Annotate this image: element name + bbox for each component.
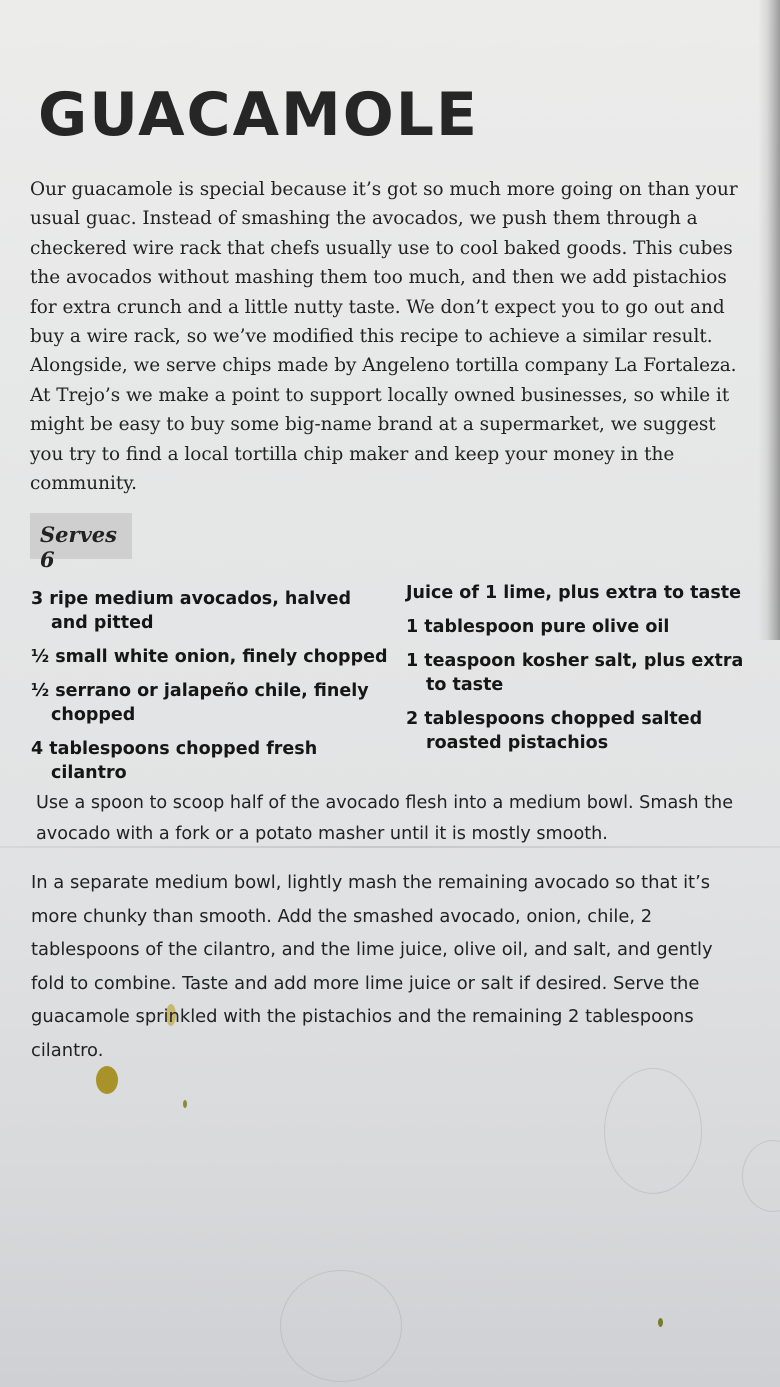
ingredient-item: ½ serrano or jalapeño chile, finely chopped — [31, 681, 369, 725]
instruction-step: In a separate medium bowl, lightly mash the remaining avocado so that it’s more chunky than smooth. Add the smashed avocado, onion, chile, 2 tablespoons of the cilantro, and the lime juice, olive oil, and salt, and gently fold to combine. Taste and add more lime juice or salt if desired. Serve the guacamole sprinkled with the pistachios and the remaining 2 tablespoons cilantro. — [31, 872, 713, 1061]
instruction-step: Use a spoon to scoop half of the avocado flesh into a medium bowl. Smash the avocado with a fork or a potato masher until it is mostly smooth. — [36, 793, 734, 844]
water-stain — [742, 1140, 780, 1212]
avocado-stain — [183, 1100, 187, 1108]
avocado-stain — [658, 1318, 663, 1327]
ingredient-item: 4 tablespoons chopped fresh cilantro — [31, 739, 318, 783]
serves-badge — [30, 513, 132, 572]
avocado-stain — [96, 1066, 118, 1094]
serves-label: Serves 6 — [40, 522, 117, 572]
ingredient-item: ½ small white onion, finely chopped — [31, 647, 388, 667]
ingredient-list-right — [406, 581, 751, 765]
ingredient-item: 2 tablespoons chopped salted roasted pistachios — [406, 709, 703, 753]
ingredient-item: 3 ripe medium avocados, halved and pitted — [31, 589, 351, 633]
ingredient-item: Juice of 1 lime, plus extra to taste — [406, 583, 741, 603]
recipe-intro: Our guacamole is special because it’s got so much more going on than your usual guac. Instead of smashing the avocados, we push them through a checkered wire rack that chefs usually use to cool baked goods. This cubes the avocados without mashing them too much, and then we add pistachios for extra crunch and a little nutty taste. We don’t expect you to go out and buy a wire rack, so we’ve modified this recipe to achieve a similar result. Alongside, we serve chips made by Angeleno tortilla company La Fortaleza. At Trejo’s we make a point to support locally owned businesses, so while it might be easy to buy some big-name brand at a supermarket, we suggest you try to find a local tortilla chip maker and keep your money in the community. — [30, 179, 738, 495]
water-stain — [280, 1270, 402, 1382]
paper-edge-shadow — [758, 0, 780, 640]
ingredient-item: 1 teaspoon kosher salt, plus extra to taste — [406, 651, 744, 695]
water-stain — [604, 1068, 702, 1194]
ingredient-list-left — [31, 587, 391, 795]
ingredient-item: 1 tablespoon pure olive oil — [406, 617, 670, 637]
recipe-title: GUACAMOLE — [38, 80, 479, 150]
